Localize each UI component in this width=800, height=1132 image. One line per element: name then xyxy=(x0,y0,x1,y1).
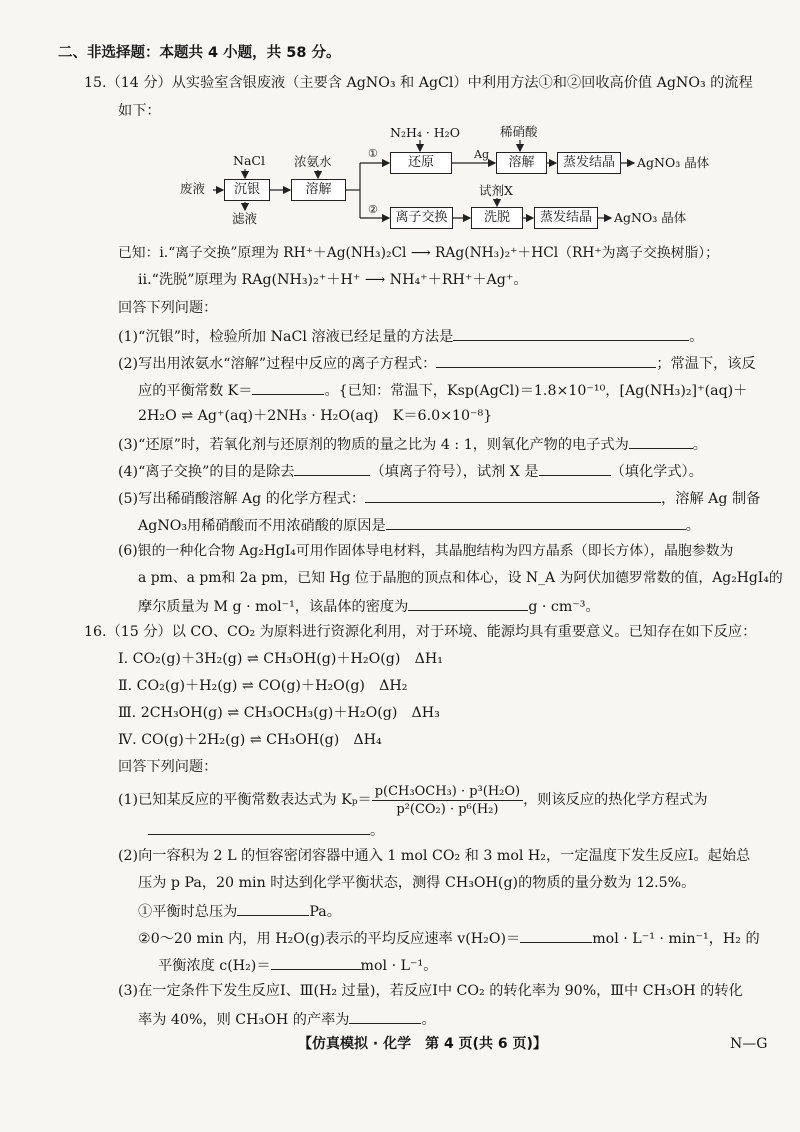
answer-blank[interactable] xyxy=(386,515,686,530)
q15-part6-line1: (6)银的一种化合物 Ag₂HgI₄可用作固体导电材料，其晶胞结构为四方晶系（即长方体），晶胞参数为 xyxy=(118,543,734,559)
q16-part2-sub2b-end: mol · L⁻¹。 xyxy=(360,958,438,974)
answer-blank[interactable] xyxy=(271,955,361,970)
flow-box-xituo: 洗脱 xyxy=(471,207,523,229)
flow-box-rongjie1: 溶解 xyxy=(291,179,346,201)
q15-part1-text: (1)“沉银”时，检验所加 NaCl 溶液已经足量的方法是 xyxy=(118,329,454,345)
q15-part4-text-a: (4)“离子交换”的目的是除去 xyxy=(118,464,295,480)
q15-part6c-end: g · cm⁻³。 xyxy=(528,599,600,615)
q15-part6c-text: 摩尔质量为 M g · mol⁻¹，该晶体的密度为 xyxy=(138,599,409,615)
q16-part1-end: 。 xyxy=(370,823,385,839)
answer-blank[interactable] xyxy=(539,461,611,476)
q15-part5-text: (5)写出稀硝酸溶解 Ag 的化学方程式： xyxy=(118,491,366,507)
flow-ag-label: Ag xyxy=(474,148,489,161)
q15-part6-line2: a pm、a pm和 2a pm，已知 Hg 位于晶胞的顶点和体心，设 N_A 为阿伏加德罗常数的值，Ag₂HgI₄的 xyxy=(138,570,783,586)
answer-blank[interactable] xyxy=(349,1009,421,1024)
answer-blank[interactable] xyxy=(365,488,661,503)
answer-blank[interactable] xyxy=(408,596,528,611)
q15-part5b-text: AgNO₃用稀硝酸而不用浓硝酸的原因是 xyxy=(138,518,386,534)
flow-box-zhengfa2: 蒸发结晶 xyxy=(534,207,598,229)
q16-part2-sub1-end: Pa。 xyxy=(309,904,341,920)
q16-part3-line1: (3)在一定条件下发生反应Ⅰ、Ⅲ(H₂ 过量)，若反应Ⅰ中 CO₂ 的转化率为 90%，Ⅲ中 CH₃OH 的转化 xyxy=(118,983,743,999)
q15-part5b-end: 。 xyxy=(685,518,700,534)
flow-hno3-label: 稀硝酸 xyxy=(500,124,538,139)
flow-box-chenyin: 沉银 xyxy=(224,179,270,201)
flow-box-rongjie2: 溶解 xyxy=(496,152,547,174)
answer-blank[interactable] xyxy=(294,461,370,476)
kp-fraction xyxy=(372,783,523,818)
q16-answer-prompt: 回答下列问题： xyxy=(118,759,218,775)
flow-reagent-x-label: 试剂X xyxy=(479,183,513,198)
section-title: 二、非选择题：本题共 4 小题，共 58 分。 xyxy=(58,45,341,61)
q15-part3-text: (3)“还原”时，若氧化剂与还原剂的物质的量之比为 4 : 1，则氧化产物的电子式为 xyxy=(118,437,629,453)
answer-blank[interactable] xyxy=(237,901,309,916)
q15-known-2: ⅱ.“洗脱”原理为 RAg(NH₃)₂⁺＋H⁺ ⟶ NH₄⁺＋RH⁺＋Ag⁺。 xyxy=(138,272,528,288)
q16-part2-sub1-text: ①平衡时总压为 xyxy=(138,904,238,920)
q15-part2-text-end: ；常温下，该反 xyxy=(656,356,756,372)
q15-part2-line3: 2H₂O ⇌ Ag⁺(aq)＋2NH₃ · H₂O(aq) K＝6.0×10⁻⁸} xyxy=(138,408,493,424)
flow-box-lizi: 离子交换 xyxy=(390,207,453,229)
flow-nacl-label: NaCl xyxy=(233,153,265,168)
q16-part3b-text: 率为 40%，则 CH₃OH 的产率为 xyxy=(138,1012,350,1028)
q15-part6-line3 xyxy=(138,596,600,617)
q16-part2-sub2b-text: 平衡浓度 c(H₂)＝ xyxy=(158,958,271,974)
q16-reaction-1: Ⅰ. CO₂(g)＋3H₂(g) ⇌ CH₃OH(g)＋H₂O(g) ΔH₁ xyxy=(118,651,443,667)
answer-blank[interactable] xyxy=(436,353,656,368)
q15-known-1: 已知：ⅰ.“离子交换”原理为 RH⁺＋Ag(NH₃)₂Cl ⟶ RAg(NH₃)₂⁺＋HCl（RH⁺为离子交换树脂）； xyxy=(118,245,719,261)
q15-part4 xyxy=(118,461,703,482)
q15-part4-text-b: （填离子符号），试剂 X 是 xyxy=(370,464,539,480)
q16-reaction-3: Ⅲ. 2CH₃OH(g) ⇌ CH₃OCH₃(g)＋H₂O(g) ΔH₃ xyxy=(118,705,440,721)
q15-intro-line1: 15.（14 分）从实验室含银废液（主要含 AgNO₃ 和 AgCl）中利用方法①和②回收高价值 AgNO₃ 的流程 xyxy=(84,75,753,91)
q16-part1-text: (1)已知某反应的平衡常数表达式为 Kₚ＝ xyxy=(118,791,372,808)
q15-part2b-text: 应的平衡常数 K＝ xyxy=(138,383,253,399)
q15-part4-text-c: （填化学式）。 xyxy=(610,464,703,480)
q15-part3-end: 。 xyxy=(692,437,707,453)
flow-feed-label: 废液 xyxy=(180,181,206,196)
q15-part2b-end: 。{已知：常温下，Ksp(AgCl)＝1.8×10⁻¹⁰，[Ag(NH₃)₂]⁺(aq)＋ xyxy=(324,383,748,399)
q16-part1 xyxy=(118,783,708,818)
flow-method1-label: ① xyxy=(368,147,378,160)
q15-intro-line2: 如下： xyxy=(118,103,161,119)
flow-product1-label: AgNO₃ 晶体 xyxy=(637,155,710,170)
answer-blank[interactable] xyxy=(252,380,324,395)
q16-part2-sub2-text: ②0～20 min 内，用 H₂O(g)表示的平均反应速率 v(H₂O)＝ xyxy=(138,931,521,947)
q15-part5-line1 xyxy=(118,488,760,509)
answer-blank[interactable] xyxy=(629,434,693,449)
answer-blank[interactable] xyxy=(453,326,689,341)
answer-blank[interactable] xyxy=(520,928,592,943)
flow-arrows xyxy=(0,0,800,240)
q16-part1-line2 xyxy=(148,820,384,841)
q15-part1 xyxy=(118,326,703,347)
q16-part2-sub2-end: mol · L⁻¹ · min⁻¹，H₂ 的 xyxy=(592,931,760,947)
flow-box-huanyuan: 还原 xyxy=(390,152,452,174)
q16-reaction-2: Ⅱ. CO₂(g)＋H₂(g) ⇌ CO(g)＋H₂O(g) ΔH₂ xyxy=(118,678,408,694)
q15-part5-line2 xyxy=(138,515,700,536)
q16-part3-line2 xyxy=(138,1009,436,1030)
q15-part2-line2 xyxy=(138,380,747,401)
q16-part2-line1: (2)向一容积为 2 L 的恒容密闭容器中通入 1 mol CO₂ 和 3 mol H₂，一定温度下发生反应Ⅰ。起始总 xyxy=(118,848,751,864)
flow-method2-label: ② xyxy=(368,203,378,216)
kp-denominator: p²(CO₂) · p⁶(H₂) xyxy=(396,802,499,817)
q15-part2-line1 xyxy=(118,353,756,374)
q16-part2-sub2 xyxy=(138,928,760,949)
flow-product2-label: AgNO₃ 晶体 xyxy=(614,210,687,225)
q16-part2-sub2-line2 xyxy=(158,955,437,976)
q16-reaction-4: Ⅳ. CO(g)＋2H₂(g) ⇌ CH₃OH(g) ΔH₄ xyxy=(118,732,382,748)
q15-part3 xyxy=(118,434,707,455)
q16-part2-line2: 压为 p Pa，20 min 时达到化学平衡状态，测得 CH₃OH(g)的物质的量分数为 12.5%。 xyxy=(138,875,696,891)
q16-part3b-end: 。 xyxy=(421,1012,436,1028)
footer-page-info: 【仿真模拟 · 化学 第 4 页(共 6 页)】 xyxy=(298,1036,547,1052)
q16-part2-sub1 xyxy=(138,901,341,922)
q15-part2-text: (2)写出用浓氨水“溶解”过程中反应的离子方程式： xyxy=(118,356,437,372)
flow-box-zhengfa1: 蒸发结晶 xyxy=(557,152,621,174)
flow-hydrazine-label: N₂H₄ · H₂O xyxy=(390,125,460,140)
answer-blank[interactable] xyxy=(148,820,370,835)
flow-filtrate-label: 滤液 xyxy=(232,211,258,226)
q16-intro: 16.（15 分）以 CO、CO₂ 为原料进行资源化利用，对于环境、能源均具有重要意义。已知存在如下反应： xyxy=(84,624,757,640)
q15-part1-end: 。 xyxy=(689,329,704,345)
flow-ammonia-label: 浓氨水 xyxy=(294,154,332,169)
footer-code: N—G xyxy=(730,1036,768,1052)
q15-answer-prompt: 回答下列问题： xyxy=(118,300,218,316)
q15-part5-text-end: ，溶解 Ag 制备 xyxy=(661,491,761,507)
kp-numerator: p(CH₃OCH₃) · p³(H₂O) xyxy=(372,783,523,801)
q16-part1-text-end: ，则该反应的热化学方程式为 xyxy=(523,791,708,808)
